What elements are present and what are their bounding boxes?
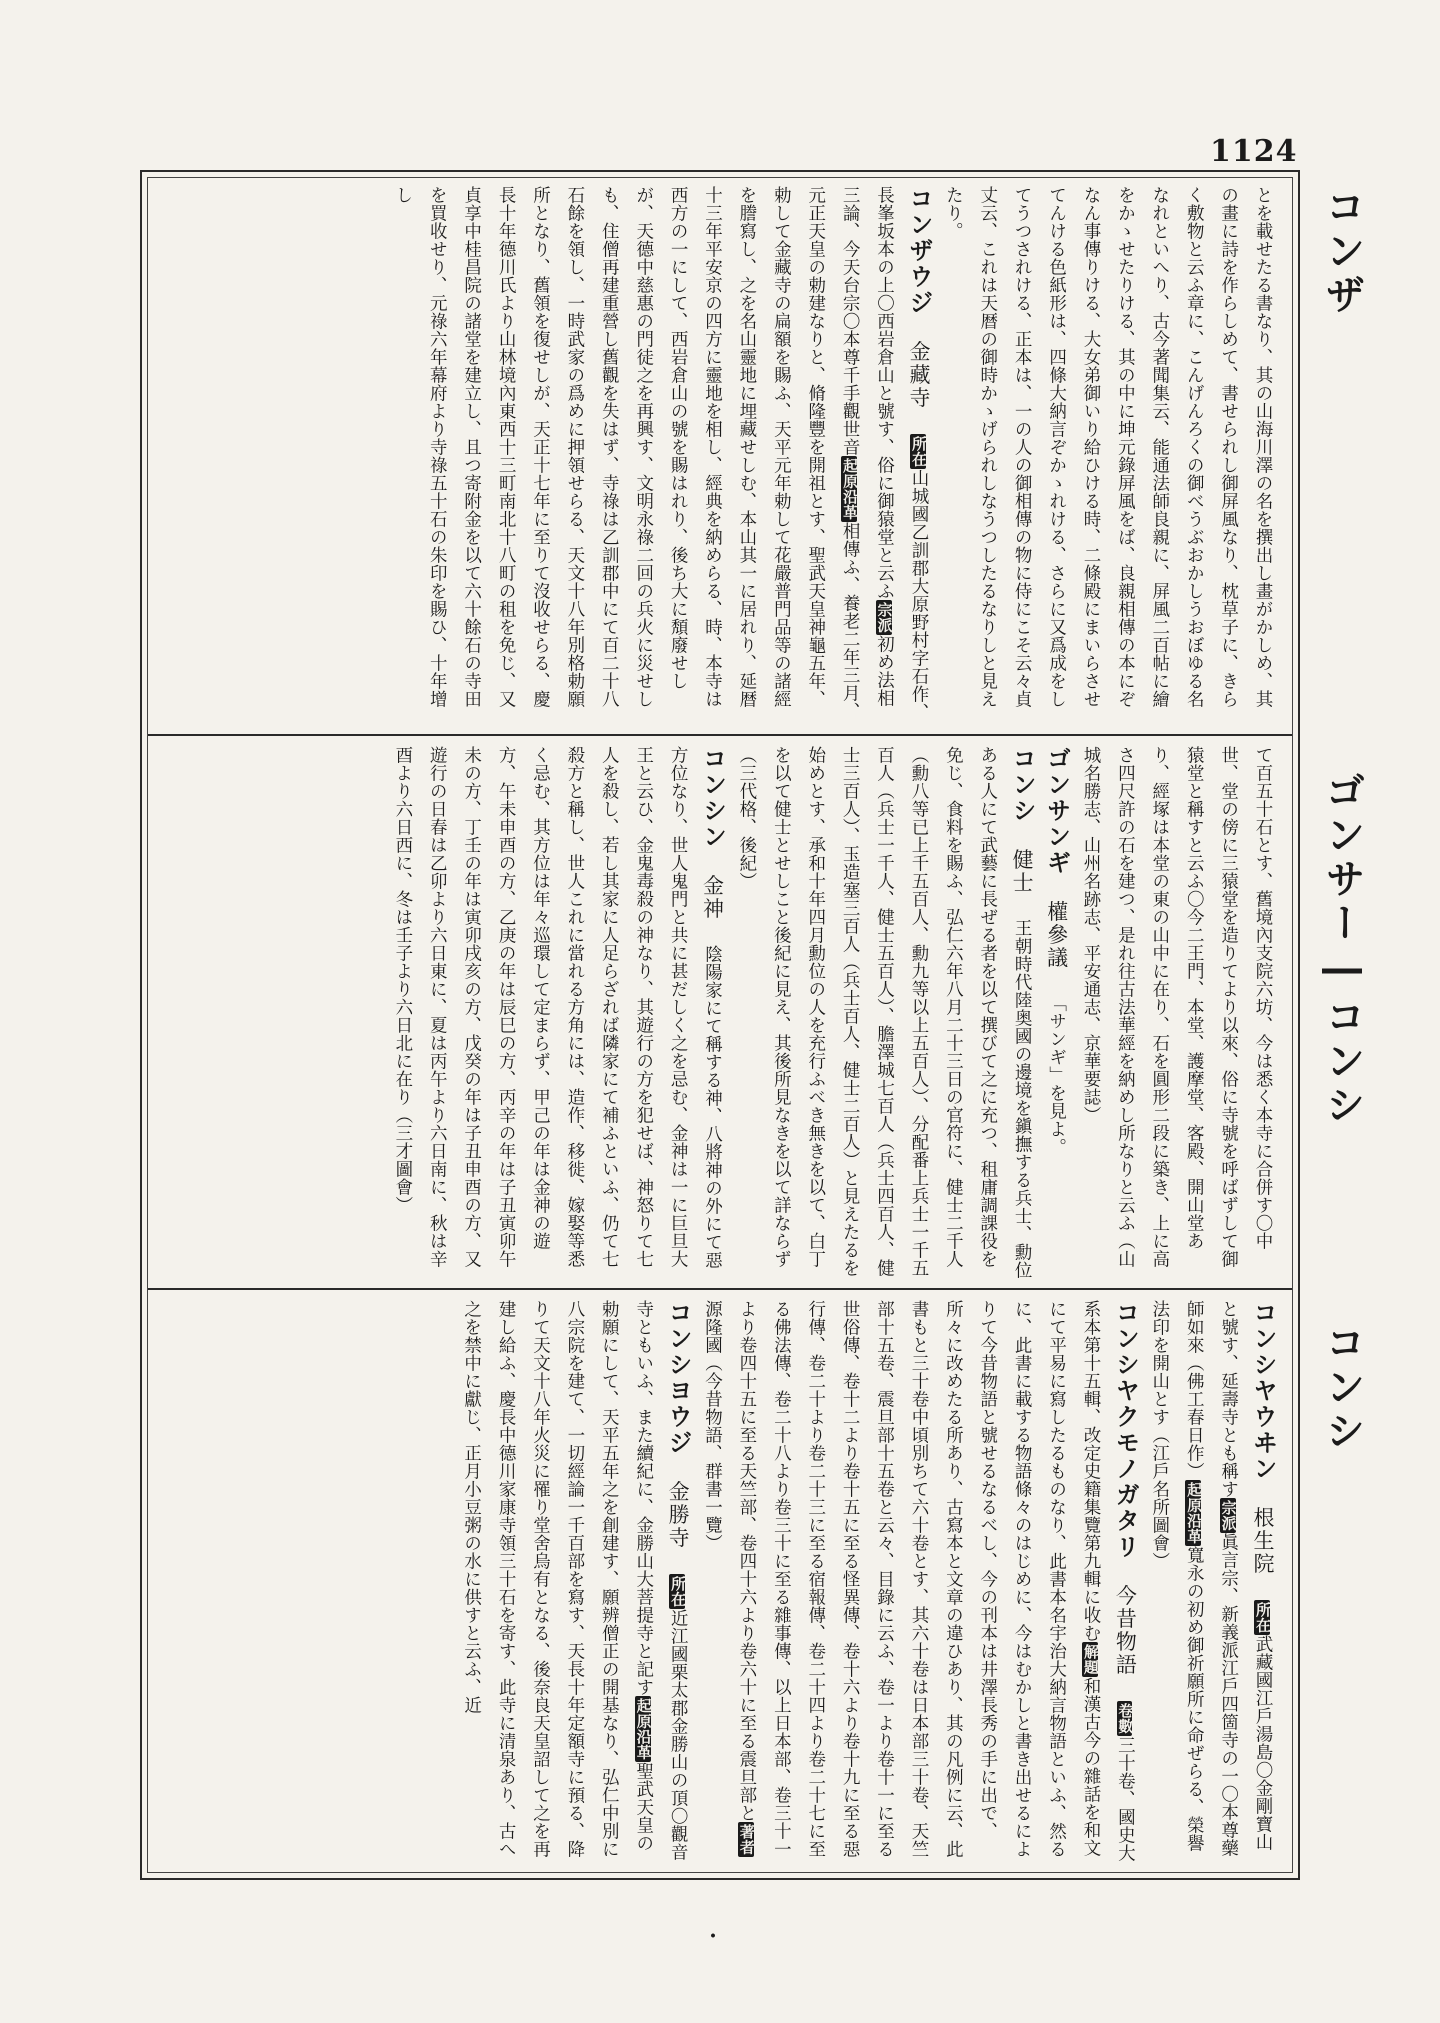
entry-text: 和漢古今の雜話を和文にて平易に寫したるものなり、此書本名宇治大納言物語といふ、然るに、此書に載する物語條々のはじめに、今はむかしと書き出せるによりて今昔物語と號せるなるべし、今の刊本は井澤長秀の手に出で、所々に改めたる所あり、古寫本と文章の違ひあり、其の凡例に云、此書もと三十卷中頃別ちて六十卷とす、其六十卷は日本部三十卷、天竺部十五卷、震旦部十五卷と云々、目錄に云ふ、卷一より卷十一に至る世俗傳、卷十二より卷十五に至る怪異傳、卷十六より卷十九に至る惡行傳、卷二十より卷二十三に至る宿報傳、卷二十四より卷二十七に至る佛法傳、卷二十八より卷三十に至る雜事傳、以上日本部、卷三十一より卷四十五に至る天竺部、卷四十六より卷六十に至る震旦部と xyxy=(736,1300,1101,1858)
entry-kanji: 今昔物語 xyxy=(1113,1584,1138,1677)
entry-kanji: 金藏寺 xyxy=(906,340,931,410)
entry-headword: コンシヨウジ xyxy=(664,1300,693,1456)
entry-text: 眞言宗、新義派江戶四箇寺の一〇本尊藥師如來（佛工春日作） xyxy=(1184,1300,1239,1857)
dictionary-entry xyxy=(695,1300,1142,1866)
dictionary-entry xyxy=(1142,1300,1280,1866)
section-tag: 宗派 xyxy=(875,602,894,633)
entry-headword: コンシヤウヰン xyxy=(1249,1300,1277,1482)
section-tag: 起原沿革 xyxy=(1185,1482,1204,1544)
entry-text: 相傳ふ、養老二年三月、元正天皇の勅建なりと、脩隆豐を開祖とす、聖武天皇神龜五年、勅して金藏寺の扁額を賜ふ、天平元年勅して花嚴普門品等の諸經を謄寫し、之を名山靈地に埋藏せしむ、本山其一に居れり、延暦十三年平安京の四方に靈地を相し、經典を納めらる、時、本寺は西方の一にして、西岩倉山の號を賜はれり、後ち大に頽廢せしが、天德中慈惠の門徒之を再興す、文明永祿二回の兵火に災せしも、住僧再建重營し舊觀を失はず、寺祿は乙訓郡中にて百二十八石餘を領し、一時武家の爲めに押領せらる、天文十八年別格勅願所となり、舊領を復せしが、天正十七年に至りて沒收せらる、慶長十年德川氏より山林境內東西十三町南北十八町の租を免じ、又貞享中桂昌院の諸堂を建立し、且つ寄附金を以て六十餘石の寺田を買收せり、元祿六年幕府より寺祿五十石の朱印を賜ひ、十年增し xyxy=(392,186,861,720)
entry-text: て百五十石とす、舊境內支院六坊、今は悉く本寺に合併す〇中世、堂の傍に三猿堂を造りてより以來、俗に寺號を呼ばずして御猿堂と稱すと云ふ〇今二王門、本堂、護摩堂、客殿、開山堂あり、經塚は本堂の東の山中に在り、石を圓形二段に築き、上に高さ四尺許の石を建つ、是れ往古法華經を納めし所なりと云ふ（山城名勝志、山州名跡志、平安通志、京華要誌） xyxy=(1080,746,1273,1268)
text-band-middle xyxy=(160,746,1280,1280)
section-tag: 起原沿革 xyxy=(841,458,860,520)
dictionary-entry xyxy=(730,746,1040,1280)
entry-headword: コンシ xyxy=(1008,746,1037,824)
headword-tab: コンシ xyxy=(1319,1322,1365,1454)
band-divider xyxy=(148,734,1292,736)
entry-kanji: 金神 xyxy=(700,874,725,921)
entry-headword: コンザウジ xyxy=(904,186,933,316)
entry-text: 近江國栗太郡金勝山の頂〇觀音寺ともいふ、また續紀に、金勝山大菩提寺と記す xyxy=(633,1300,689,1861)
entry-kanji: 根生院 xyxy=(1251,1506,1275,1576)
dictionary-entry xyxy=(454,1300,695,1866)
section-tag: 所在 xyxy=(669,1576,688,1607)
entry-text: 武藏國江戶湯島〇金剛寶山と號す、延壽寺とも稱す xyxy=(1218,1300,1273,1851)
continued-entry xyxy=(936,186,1280,724)
band-divider xyxy=(148,1288,1292,1290)
entry-text: 聖武天皇の勅願にして、天平五年之を創建す、願辨僧正の開基なり、弘仁中別に八宗院を建て、一切經論一千百部を寫す、天長十年定額寺に預る、降りて天文十八年火災に罹り堂舍烏有となる、後奈良天皇詔して之を再建し給ふ、慶長中德川家康寺領三十石を寄す、此寺に清泉あり、古へ之を禁中に獻じ、正月小豆粥の水に供すと云ふ、近 xyxy=(461,1300,654,1858)
entry-text: 「サンギ」を見よ。 xyxy=(1046,994,1067,1156)
section-tag: 解題 xyxy=(1081,1644,1100,1675)
entry-headword: コンシヤクモノガタリ xyxy=(1111,1300,1140,1560)
entry-text: 陰陽家にて稱する神、八將神の外にて惡方位なり、世人鬼門と共に甚だしく之を忌む、金神は一に巨旦大王と云ひ、金鬼毒殺の神なり、其遊行の方を犯せば、神怒りて七人を殺し、若し其家に人足らざれば隣家にて補ふといふ、仍て七殺方と稱し、世人これに當れる方角には、造作、移徙、嫁娶等悉く忌む、其方位は年々巡環して定まらず、甲己の年は金神の遊方、午未申酉の方、乙庚の年は辰巳の方、丙辛の年は子丑寅卯午未の方、丁壬の年は寅卯戌亥の方、戊癸の年は子丑申酉の方、又遊行の日春は乙卯より六日東に、夏は丙午より六日南に、秋は辛酉より六日西に、冬は壬子より六日北に在り（三才圖會） xyxy=(392,746,723,1269)
dictionary-entry xyxy=(385,746,729,1280)
headword-tab: ゴンサー―コンシ xyxy=(1319,770,1365,1128)
section-tag: 起原沿革 xyxy=(634,1698,653,1760)
section-tag: 卷數 xyxy=(1116,1703,1135,1734)
entry-kanji: 權參議 xyxy=(1044,900,1069,970)
text-band-top xyxy=(160,186,1280,724)
dictionary-entry xyxy=(1039,746,1073,1280)
entry-headword: コンシン xyxy=(698,746,727,850)
entry-text: 山城國乙訓郡大原野村字石作、長峯坂本の上〇西岩倉山と號す、俗に御猿堂と云ふ xyxy=(874,186,929,721)
section-tag: 所在 xyxy=(1254,1602,1272,1633)
text-band-bottom xyxy=(160,1300,1280,1866)
entry-text: 源隆國（今昔物語、群書一覽） xyxy=(702,1300,723,1552)
continued-entry xyxy=(1074,746,1280,1280)
dictionary-entry xyxy=(385,186,936,724)
section-tag: 著者 xyxy=(737,1824,756,1855)
entry-kanji: 健士 xyxy=(1010,848,1035,895)
entry-headword: ゴンサンギ xyxy=(1042,746,1071,876)
entry-text: 寬永の初め御祈願所に命ぜらる、榮譽法印を開山とす（江戶名所圖會） xyxy=(1149,1300,1205,1852)
entry-kanji: 金勝寺 xyxy=(666,1480,691,1550)
entry-text: 王朝時代陸奥國の邊境を鎭撫する兵士、勳位ある人にて武藝に長ぜる者を以て撰びて之に充つ、租庸調課役を免じ、食料を賜ふ、弘仁六年八月二十三日の官符に、健士二千人（勳八等已上千五百人、勳九等以上五百人）、分配番上兵士一千五百人（兵士一千人、健士五百人）、膽澤城七百人（兵士四百人、健士三百人）、玉造塞三百人（兵士百人、健士二百人）と見えたるを始めとす、承和十年四月勳位の人を充行ふべき無きを以て、白丁を以て健士とせしこと後紀に見え、其後所見なきを以て詳ならず（三代格、後紀） xyxy=(736,746,1033,1279)
section-tag: 所在 xyxy=(909,436,928,467)
page-number: 1124 xyxy=(1210,134,1298,169)
page-dot-mark: ・ xyxy=(702,1925,725,1950)
headword-tab: コンザ xyxy=(1319,186,1365,318)
entry-text: 初め法相三論、今天台宗〇本尊千手觀世音 xyxy=(840,186,895,707)
entry-text: 三十卷、國史大系本第十五輯、改定史籍集覽第九輯に收む xyxy=(1080,1300,1136,1862)
entry-text: とを載せたる書なり、其の山海川澤の名を撰出し畫がかしめ、其の畫に詩を作らしめて、書せられし御屏風なり、枕草子に、きらく敷物と云ふ章に、こんげんろくの御べうぶおかしうおぼゆる名なれといへり、古今著聞集云、能通法師良親に、屏風二百帖に繪をかゝせたりける、其の中に坤元錄屏風をば、良親相傳の本にぞなん事傳りける、大女弟御いり給ひける時、二條殿にまいらさせてんける色紙形は、四條大納言ぞかゝれける、さらに又爲成をしてうつされける、正本は、一の人の御相傳の物に侍にこそ云々貞丈云、これは天暦の御時かゝげられしなうつしたるなりしと見えたり。 xyxy=(943,186,1273,708)
section-tag: 宗派 xyxy=(1219,1500,1238,1531)
